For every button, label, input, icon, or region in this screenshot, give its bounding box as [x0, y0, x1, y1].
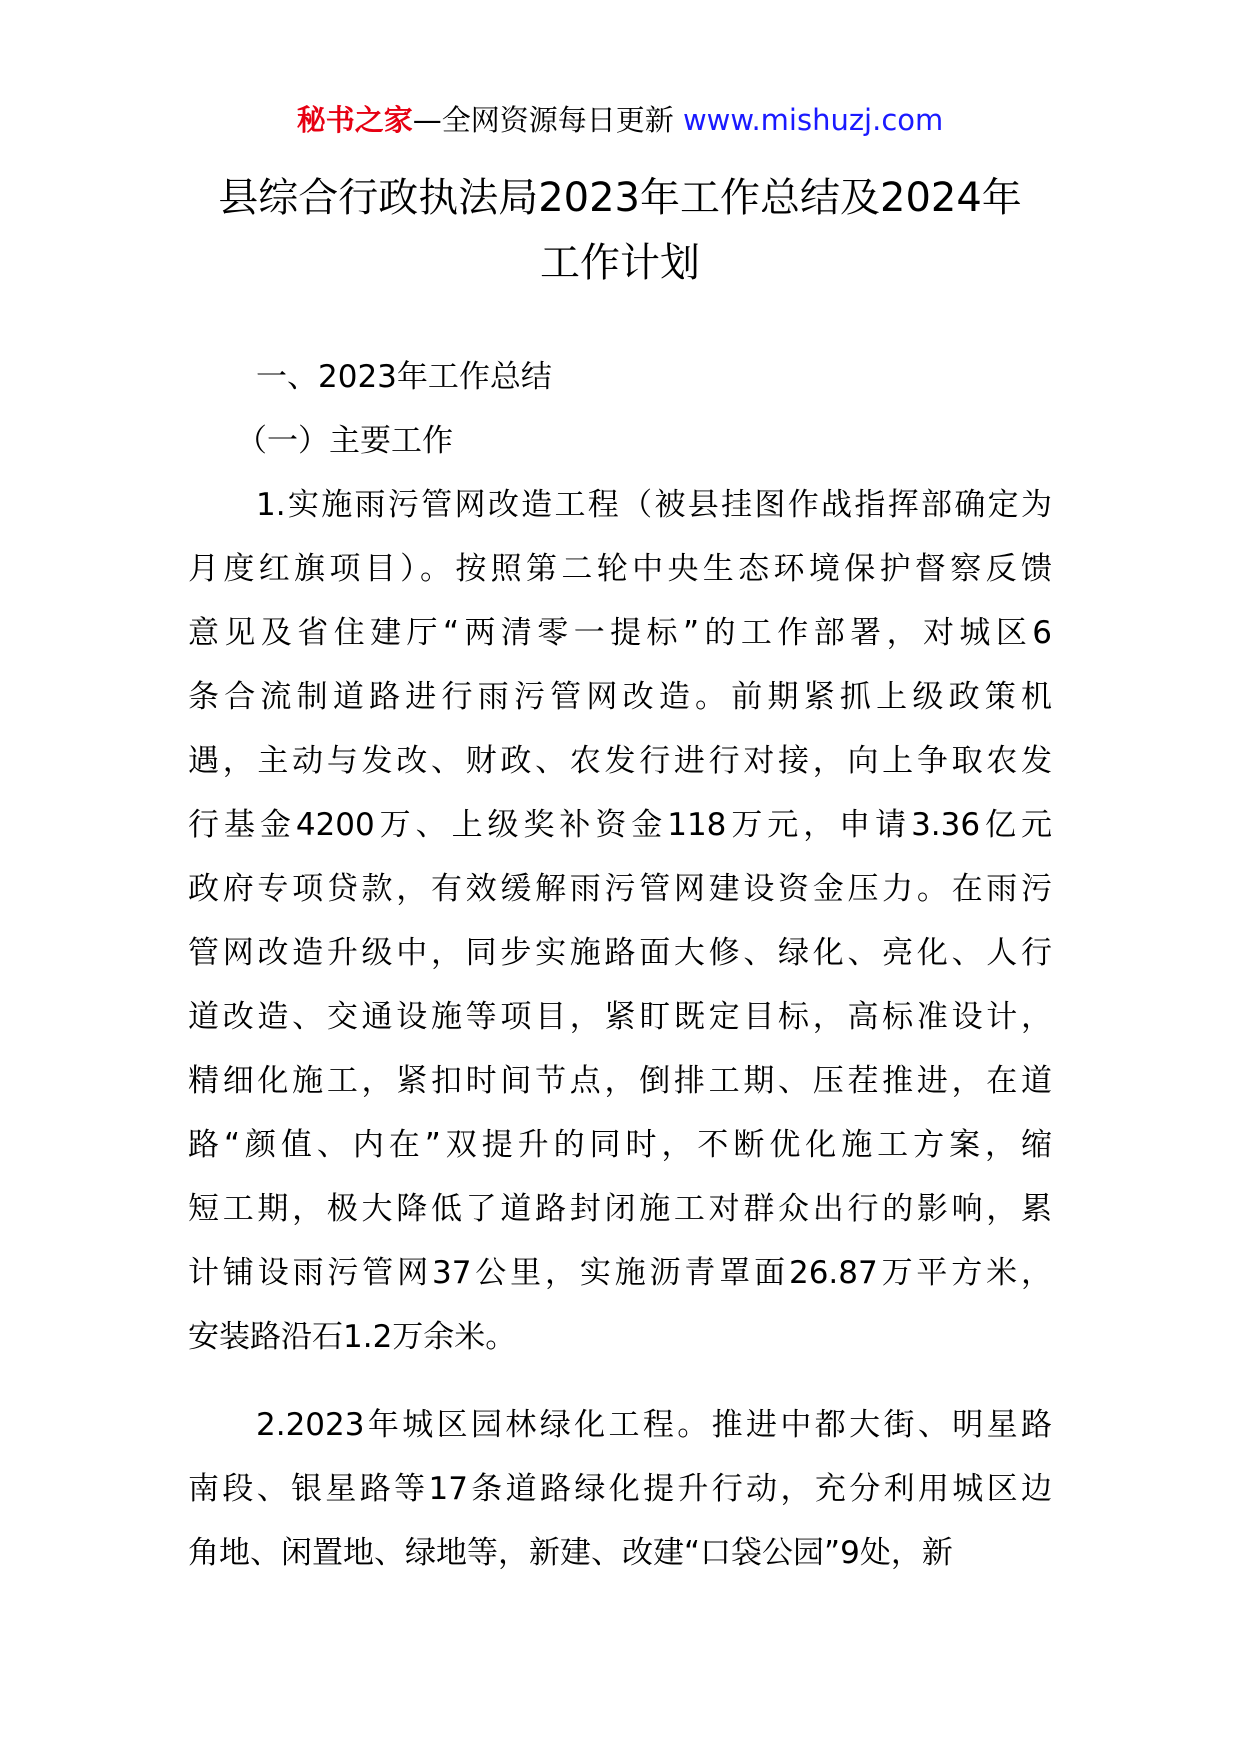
paragraph-line: 条合流制道路进行雨污管网改造。前期紧抓上级政策机 [188, 679, 1052, 715]
document-body [188, 357, 1052, 1597]
paragraph-line: 计铺设雨污管网37公里，实施沥青罩面26.87万平方米， [188, 1255, 1052, 1291]
paragraph-line: 管网改造升级中，同步实施路面大修、绿化、亮化、人行 [188, 935, 1052, 971]
subsection-heading: （一）主要工作 [236, 423, 453, 459]
paragraph-line: 行基金4200万、上级奖补资金118万元，申请3.36亿元 [188, 807, 1052, 843]
title-line-2: 工作计划 [540, 240, 700, 286]
title-line-1: 县综合行政执法局2023年工作总结及2024年 [218, 175, 1022, 221]
brand-name: 秘书之家 [296, 103, 413, 137]
section-heading: 一、2023年工作总结 [256, 359, 552, 395]
paragraph-line: 意见及省住建厅“两清零一提标”的工作部署，对城区6 [188, 615, 1052, 651]
paragraph-line: 南段、银星路等17条道路绿化提升行动，充分利用城区边 [188, 1471, 1052, 1507]
paragraph-line: 2.2023年城区园林绿化工程。推进中都大街、明星路 [256, 1407, 1052, 1443]
paragraph-line: 政府专项贷款，有效缓解雨污管网建设资金压力。在雨污 [188, 871, 1052, 907]
paragraph-line: 1.实施雨污管网改造工程（被县挂图作战指挥部确定为 [256, 487, 1052, 523]
paragraph-list [188, 485, 1052, 1597]
document-title [150, 166, 1090, 296]
paragraph-line: 道改造、交通设施等项目，紧盯既定目标，高标准设计， [188, 999, 1052, 1035]
slogan: —全网资源每日更新 [412, 103, 683, 137]
paragraph-line: 遇，主动与发改、财政、农发行进行对接，向上争取农发 [188, 743, 1052, 779]
paragraph-line: 角地、闲置地、绿地等，新建、改建“口袋公园”9处，新 [188, 1535, 953, 1571]
paragraph-line: 路“颜值、内在”双提升的同时，不断优化施工方案，缩 [188, 1127, 1052, 1163]
paragraph-line: 安装路沿石1.2万余米。 [188, 1319, 517, 1355]
paragraph-line: 短工期，极大降低了道路封闭施工对群众出行的影响，累 [188, 1191, 1052, 1227]
site-header [0, 100, 1240, 140]
paragraph [188, 485, 1052, 1381]
paragraph [188, 1405, 1052, 1597]
paragraph-line: 月度红旗项目）。按照第二轮中央生态环境保护督察反馈 [188, 551, 1052, 587]
paragraph-line: 精细化施工，紧扣时间节点，倒排工期、压茬推进，在道 [188, 1063, 1052, 1099]
site-url-link[interactable]: www.mishuzj.com [682, 103, 944, 137]
